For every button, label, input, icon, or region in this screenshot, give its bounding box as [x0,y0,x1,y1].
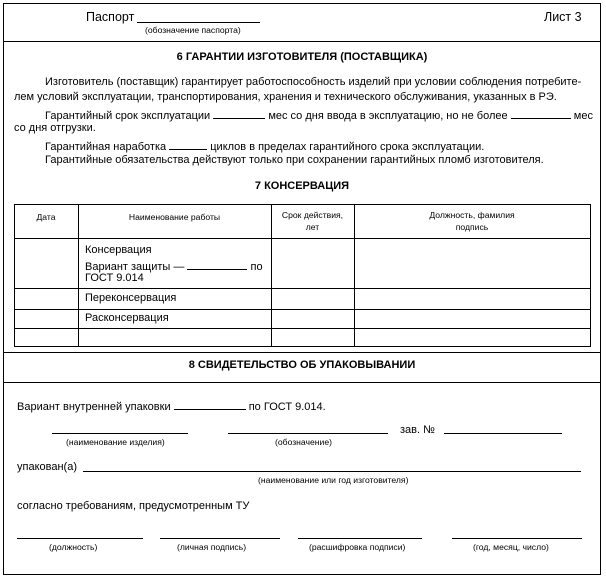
requirements-text: согласно требованиям, предусмотренным ТУ [17,500,250,512]
signature-date-caption: (год, месяц, число) [473,542,549,552]
header-passport-label: Паспорт [86,10,135,24]
table-header-border [14,238,591,239]
section6-title: 6 ГАРАНТИИ ИЗГОТОВИТЕЛЯ (ПОСТАВЩИКА) [176,51,428,63]
section6-p2-line2: со дня отгрузки. [14,122,96,134]
row-variant-a: Вариант защиты — [85,261,185,273]
header-passport-line [137,22,260,23]
col-header-position-1: Должность, фамилия [429,210,515,220]
item-name-caption: (наименование изделия) [66,437,165,447]
section6-p3-a: Гарантийная наработка [45,141,167,153]
section7-title: 7 КОНСЕРВАЦИЯ [254,180,350,192]
warranty-max-field[interactable] [511,107,571,119]
section6-p3-b: циклов в пределах гарантийного срока эксплуатации. [210,141,485,153]
inner-packaging-line [17,398,326,413]
row-deconservation: Расконсервация [85,312,169,324]
section6-p2 [45,107,593,122]
section8-divider [3,382,601,383]
table-top-border [14,204,591,205]
row-conservation: Консервация [85,244,152,256]
table-row-border-1 [14,288,591,289]
section6-p2-b: мес со дня ввода в эксплуатацию, но не более [268,110,508,122]
signature-personal-caption: (личная подпись) [177,542,247,552]
inner-packaging-b: по ГОСТ 9.014. [248,401,326,413]
inner-packaging-field[interactable] [174,398,246,410]
signature-date-field[interactable] [452,538,582,539]
designation-caption: (обозначение) [275,437,332,447]
inner-packaging-a: Вариант внутренней упаковки [17,401,171,413]
section6-p3 [45,138,484,153]
manufacturer-caption: (наименование или год изготовителя) [258,475,409,485]
section6-p1-line1: Изготовитель (поставщик) гарантирует работоспособность изделий при условии соблюдения потребите- [45,76,582,88]
section6-p2-c: мес [573,110,593,122]
protection-variant-field[interactable] [187,258,247,270]
section6-p4: Гарантийные обязательства действуют только при сохранении гарантийных пломб изготовителя. [45,154,544,166]
serial-number-field[interactable] [444,433,562,434]
section7-divider [3,352,601,353]
signature-decoding-field[interactable] [298,538,422,539]
item-name-field[interactable] [52,433,188,434]
warranty-cycles-field[interactable] [169,138,207,150]
table-row-border-2 [14,309,591,310]
row-variant-b: по [250,261,263,273]
section8-title: 8 СВИДЕТЕЛЬСТВО ОБ УПАКОВЫВАНИИ [188,359,416,371]
col-header-date: Дата [36,212,56,222]
header-passport-caption: (обозначение паспорта) [145,25,241,35]
table-row-border-3 [14,328,591,329]
col-header-position-2: подпись [455,222,489,232]
warranty-period-field[interactable] [213,107,265,119]
section6-p2-a: Гарантийный срок эксплуатации [45,110,211,122]
table-col-border-0 [14,204,15,346]
col-header-term-1: Срок действия, [281,210,344,220]
row-gost: ГОСТ 9.014 [85,272,144,284]
table-bottom-border [14,346,591,347]
signature-personal-field[interactable] [160,538,280,539]
col-header-work: Наименование работы [128,212,221,222]
page-frame [3,3,601,575]
row-reconservation: Переконсервация [85,292,177,304]
row-variant [85,258,263,273]
signature-position-field[interactable] [17,538,143,539]
section6-p1-line2: лем условий эксплуатации, транспортирования, хранения и технического обслуживания, указанных в РЭ. [14,91,557,103]
header-sheet-number: Лист 3 [544,10,582,24]
table-col-border-4 [590,204,591,346]
signature-position-caption: (должность) [49,542,98,552]
packed-label: упакован(а) [17,461,77,473]
table-col-border-1 [78,204,79,346]
designation-field[interactable] [228,433,388,434]
packed-field[interactable] [83,471,581,472]
serial-number-label: зав. № [400,424,435,436]
header-divider [3,41,601,42]
col-header-term-2: лет [305,222,320,232]
signature-decoding-caption: (расшифровка подписи) [309,542,406,552]
